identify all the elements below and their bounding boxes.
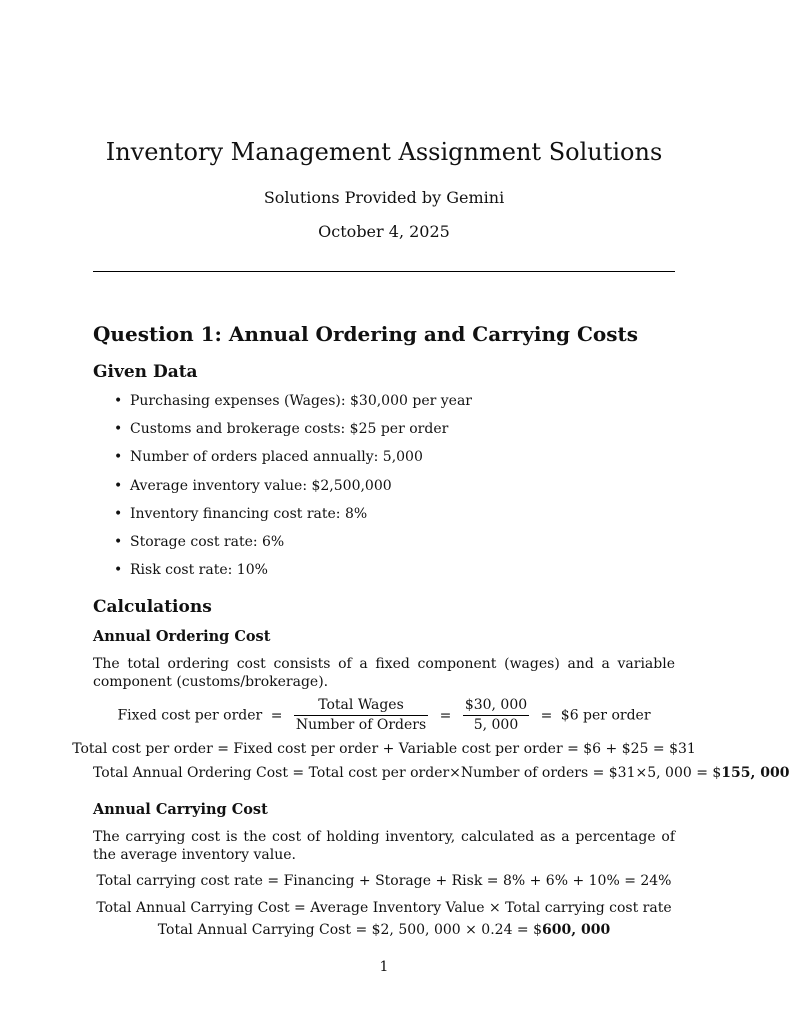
carrying-cost-intro: The carrying cost is the cost of holding inventory, calculated as a percentage of the average inventory value. xyxy=(93,829,675,863)
list-item: • Risk cost rate: 10% xyxy=(93,560,472,588)
annual-ordering-cost-equation: Total Annual Ordering Cost = Total cost per order×Number of orders = $31×5, 000 = $155, 000 xyxy=(93,765,790,781)
document-date: October 4, 2025 xyxy=(318,222,450,241)
page-number: 1 xyxy=(379,959,389,975)
carrying-cost-heading: Annual Carrying Cost xyxy=(93,801,268,818)
annual-carrying-cost-result: 600, 000 xyxy=(542,922,611,938)
list-item: • Inventory financing cost rate: 8% xyxy=(93,504,472,532)
annual-ordering-cost-result: 155, 000 xyxy=(721,765,790,781)
list-item: • Purchasing expenses (Wages): $30,000 per year xyxy=(93,391,472,419)
ordering-cost-intro: The total ordering cost consists of a fixed component (wages) and a variable component (customs/brokerage). xyxy=(93,656,675,690)
given-data-heading: Given Data xyxy=(93,362,198,382)
list-item: • Number of orders placed annually: 5,000 xyxy=(93,447,472,475)
fixed-cost-result: $6 per order xyxy=(560,707,651,724)
ordering-cost-heading: Annual Ordering Cost xyxy=(93,628,271,645)
carrying-cost-formula: Total Annual Carrying Cost = Average Inventory Value × Total carrying cost rate xyxy=(96,900,672,916)
list-item: • Customs and brokerage costs: $25 per order xyxy=(93,419,472,447)
document-author: Solutions Provided by Gemini xyxy=(263,188,505,207)
horizontal-rule xyxy=(93,271,675,272)
document-title: Inventory Management Assignment Solutions xyxy=(105,138,663,166)
fixed-cost-lhs: Fixed cost per order xyxy=(117,707,263,724)
total-cost-per-order-equation: Total cost per order = Fixed cost per order + Variable cost per order = $6 + $25 = $31 xyxy=(72,741,696,757)
fixed-cost-equation: Fixed cost per order = $\frac{\text{Total Wages}}{\text{Number of Orders}}$ = $\frac{\$30, 000}{5, 000}$ = $6 per order xyxy=(117,697,651,733)
list-item: • Average inventory value: $2,500,000 xyxy=(93,476,472,504)
list-item: • Storage cost rate: 6% xyxy=(93,532,472,560)
carrying-rate-equation: Total carrying cost rate = Financing + Storage + Risk = 8% + 6% + 10% = 24% xyxy=(96,873,672,889)
calculations-heading: Calculations xyxy=(93,597,212,617)
given-data-list xyxy=(93,391,472,588)
wages-over-orders-fraction: $\frac{\text{Total Wages}}{\text{Number of Orders}}$ xyxy=(295,697,427,733)
numeric-fraction: $\frac{\$30, 000}{5, 000}$ xyxy=(464,697,528,733)
question-1-heading: Question 1: Annual Ordering and Carrying Costs xyxy=(93,322,638,346)
annual-carrying-cost-equation: Total Annual Carrying Cost = $2, 500, 000 × 0.24 = $600, 000 xyxy=(157,922,611,938)
